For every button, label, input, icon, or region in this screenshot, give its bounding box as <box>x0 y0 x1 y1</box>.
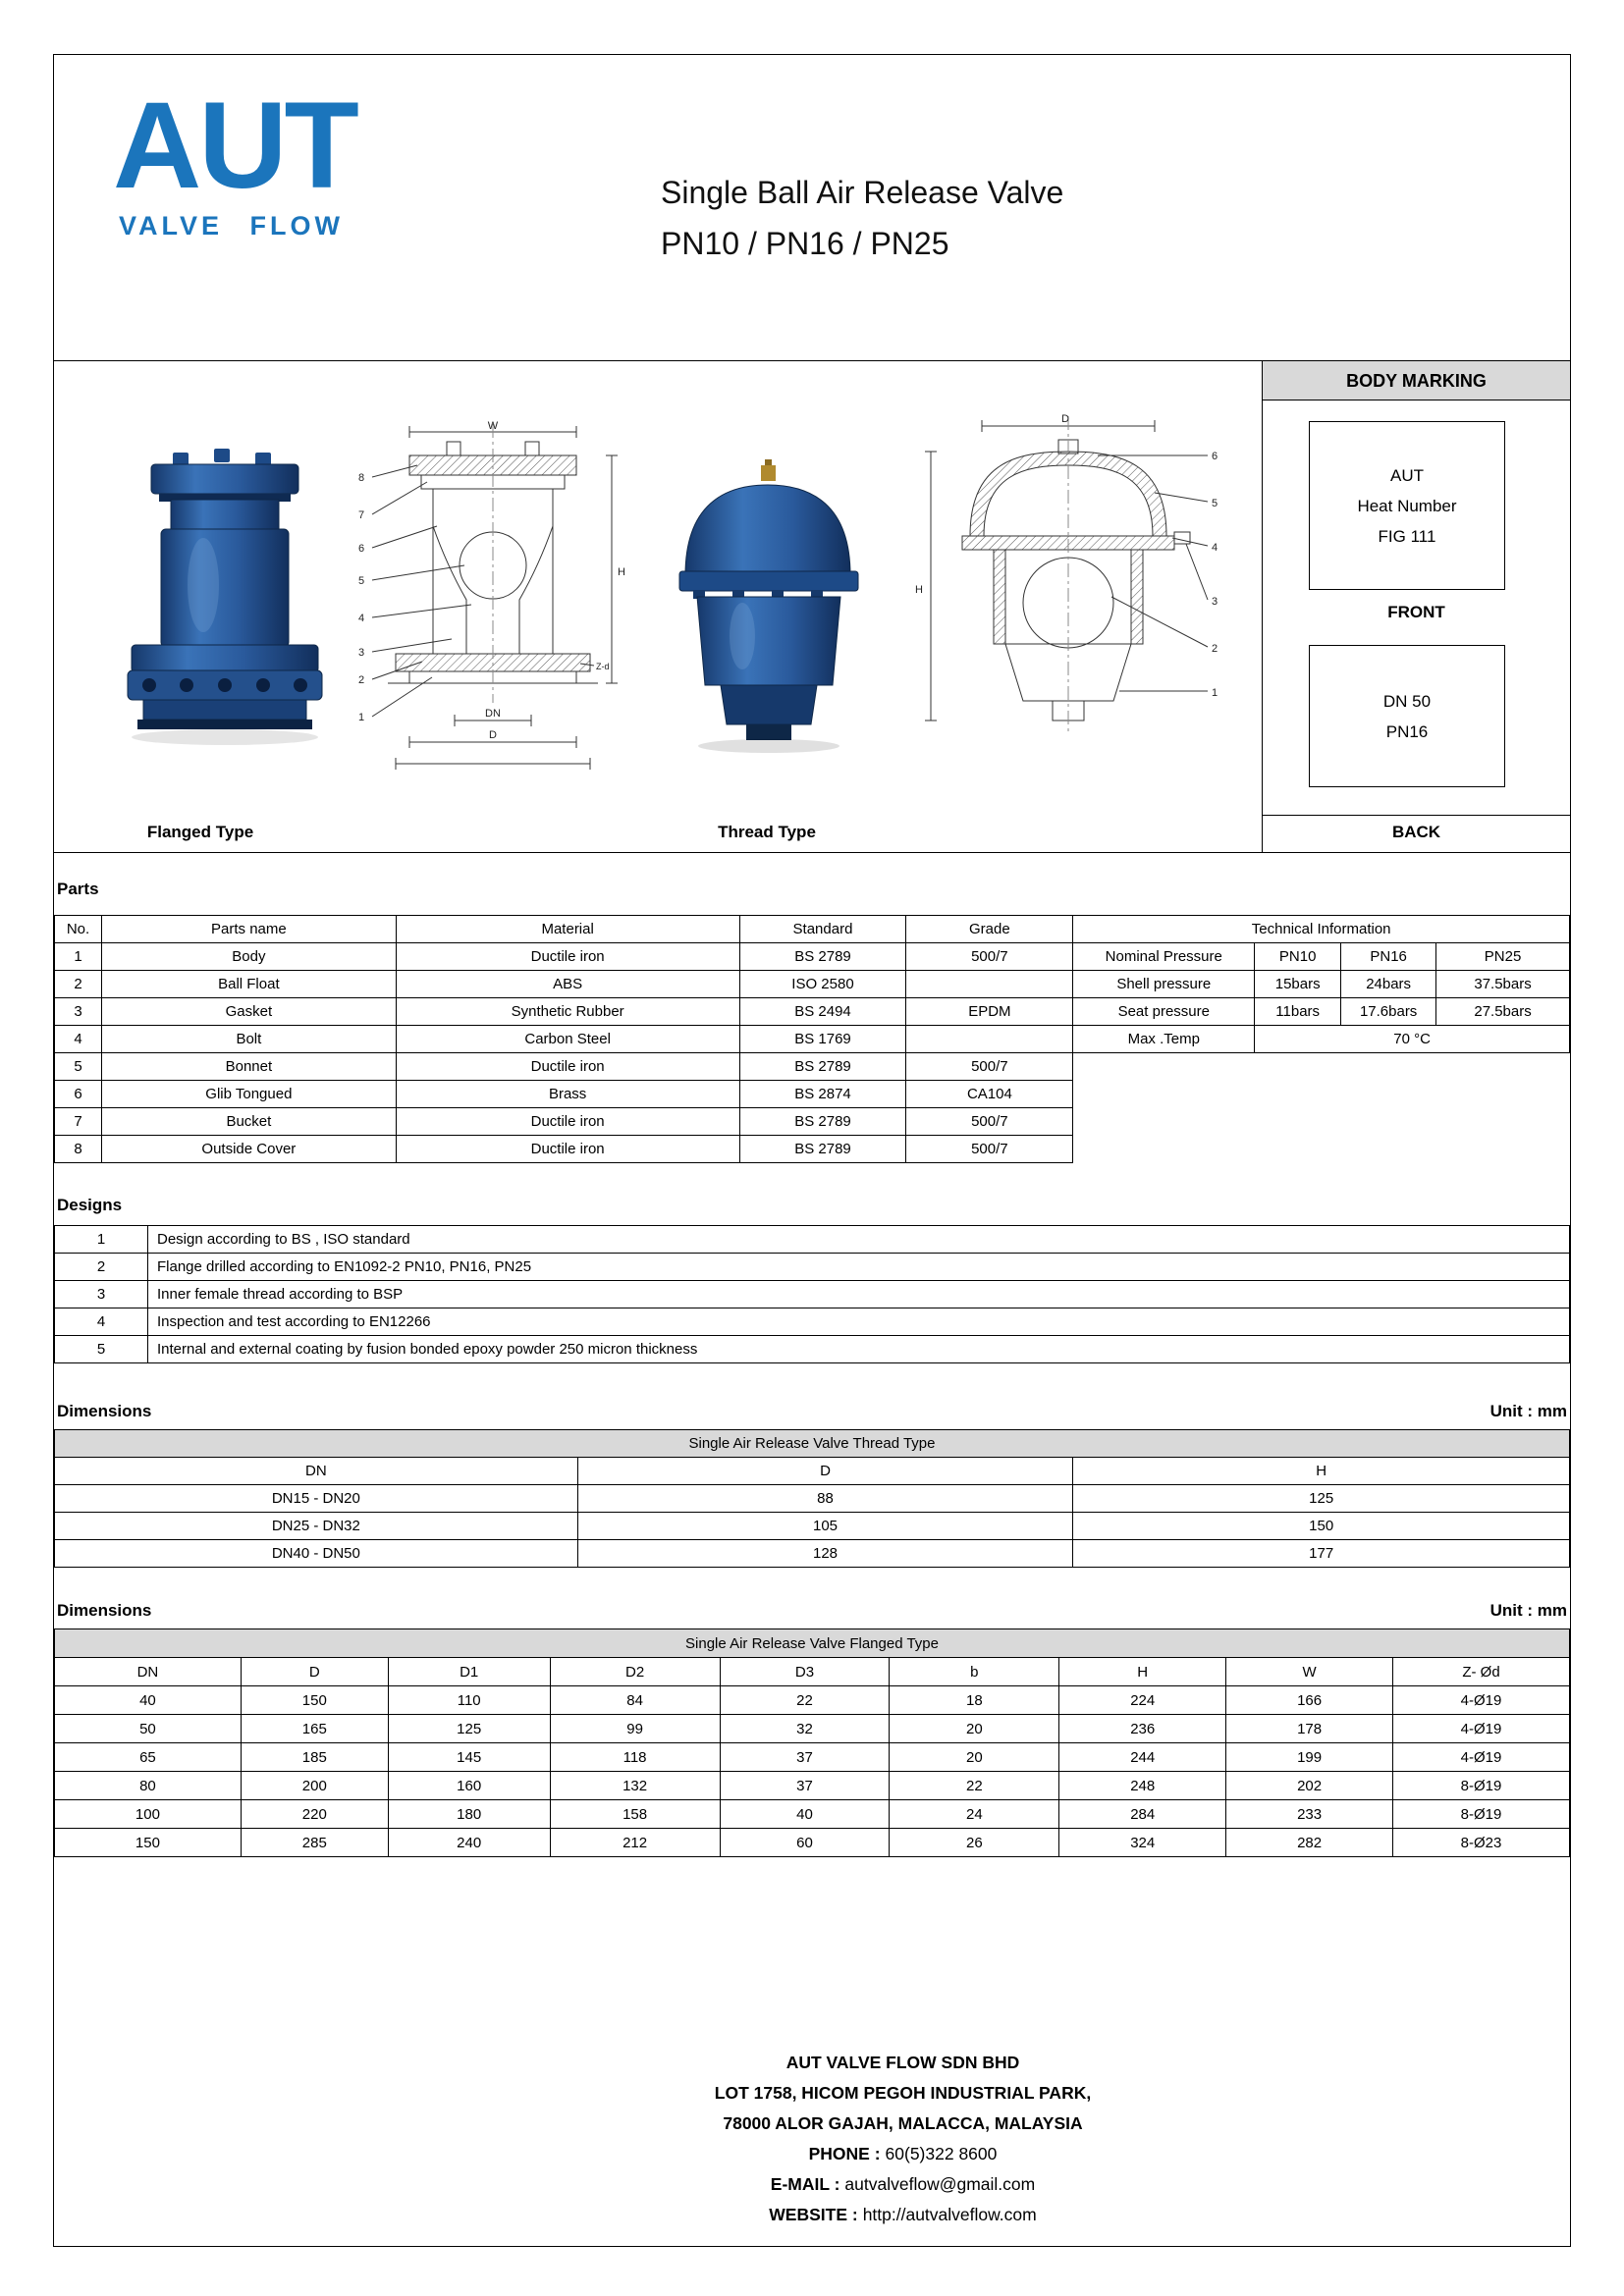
cell: 200 <box>241 1772 388 1800</box>
header-h: H <box>1073 1458 1570 1485</box>
dim-label-h: H <box>618 566 625 578</box>
cell: Internal and external coating by fusion bonded epoxy powder 250 micron thickness <box>148 1336 1570 1363</box>
cell: ABS <box>396 971 739 998</box>
cell: 220 <box>241 1800 388 1829</box>
cell: BS 2494 <box>739 998 906 1026</box>
cell: 88 <box>577 1485 1073 1513</box>
table-title-row <box>55 1629 1570 1658</box>
back-marking-box <box>1309 645 1505 787</box>
cell: 99 <box>550 1715 720 1743</box>
callout-2: 2 <box>358 674 365 686</box>
parts-tables <box>54 915 1570 1163</box>
front-marking-line2: Heat Number <box>1357 496 1457 515</box>
cell: BS 2789 <box>739 943 906 971</box>
flanged-valve-photo-image <box>110 443 339 753</box>
table-row <box>1073 971 1570 998</box>
document-header <box>54 55 1570 361</box>
callout-1: 1 <box>1212 687 1218 699</box>
cell: 18 <box>890 1686 1059 1715</box>
table-row <box>55 1715 1570 1743</box>
header-no: No. <box>55 916 102 943</box>
cell: 160 <box>388 1772 550 1800</box>
table-title-row <box>55 1430 1570 1458</box>
table-row <box>55 1081 1073 1108</box>
cell: 100 <box>55 1800 242 1829</box>
cell: Seat pressure <box>1073 998 1255 1026</box>
cell: 37.5bars <box>1436 971 1570 998</box>
cell: 224 <box>1059 1686 1226 1715</box>
header-d: D <box>577 1458 1073 1485</box>
table-row <box>55 971 1073 998</box>
cell: 244 <box>1059 1743 1226 1772</box>
cell: 132 <box>550 1772 720 1800</box>
cell <box>906 971 1073 998</box>
parts-header-row <box>55 916 1073 943</box>
front-marking-box <box>1309 421 1505 590</box>
cell: 8-Ø23 <box>1393 1829 1570 1857</box>
cell: 84 <box>550 1686 720 1715</box>
table-row <box>55 1772 1570 1800</box>
cell: 500/7 <box>906 943 1073 971</box>
cell: Ductile iron <box>396 1053 739 1081</box>
email-value: autvalveflow@gmail.com <box>844 2174 1036 2194</box>
cell: 324 <box>1059 1829 1226 1857</box>
tech-info-header-row <box>1073 916 1570 943</box>
cell: 27.5bars <box>1436 998 1570 1026</box>
page-title <box>661 167 1063 269</box>
callout-2: 2 <box>1212 643 1218 655</box>
flanged-valve-photo <box>110 443 339 758</box>
body-marking-panel <box>1262 361 1570 853</box>
cell: 202 <box>1226 1772 1393 1800</box>
table-row <box>55 1686 1570 1715</box>
cell: 80 <box>55 1772 242 1800</box>
header-w: W <box>1226 1658 1393 1686</box>
callout-7: 7 <box>358 509 365 521</box>
table-row <box>55 1281 1570 1308</box>
footer-company: AUT VALVE FLOW SDN BHD <box>785 2053 1020 2072</box>
designs-section-title: Designs <box>57 1196 123 1214</box>
table-header-row <box>55 1458 1570 1485</box>
flanged-valve-drawing-image <box>349 418 637 808</box>
cell: 5 <box>55 1053 102 1081</box>
callout-3: 3 <box>358 647 365 659</box>
header-d2: D2 <box>550 1658 720 1686</box>
footer-phone-line <box>236 2139 1570 2169</box>
company-logo <box>113 78 356 241</box>
cell: 284 <box>1059 1800 1226 1829</box>
cell: Ductile iron <box>396 943 739 971</box>
flanged-valve-drawing <box>349 418 637 813</box>
table-row <box>55 1485 1570 1513</box>
cell: 233 <box>1226 1800 1393 1829</box>
dim-label-h: H <box>915 584 923 596</box>
cell: Design according to BS , ISO standard <box>148 1226 1570 1254</box>
front-marking-line1: AUT <box>1390 465 1424 485</box>
callout-5: 5 <box>1212 498 1218 509</box>
cell: Flange drilled according to EN1092-2 PN10, PN16, PN25 <box>148 1254 1570 1281</box>
table-row <box>55 998 1073 1026</box>
cell: 166 <box>1226 1686 1393 1715</box>
footer-email-line <box>236 2169 1570 2200</box>
dim-label-d: D <box>1061 413 1069 425</box>
cell: 40 <box>720 1800 890 1829</box>
cell: Max .Temp <box>1073 1026 1255 1053</box>
header-d3: D3 <box>720 1658 890 1686</box>
cell: CA104 <box>906 1081 1073 1108</box>
table-row <box>55 1108 1073 1136</box>
callout-8: 8 <box>358 472 365 484</box>
cell: 3 <box>55 998 102 1026</box>
cell: Nominal Pressure <box>1073 943 1255 971</box>
cell: 11bars <box>1255 998 1341 1026</box>
thread-valve-drawing <box>911 410 1229 775</box>
callout-5: 5 <box>358 575 365 587</box>
cell: Body <box>101 943 396 971</box>
cell: Ductile iron <box>396 1108 739 1136</box>
cell: 165 <box>241 1715 388 1743</box>
dim-label-d: D <box>489 729 497 741</box>
back-label: BACK <box>1391 823 1441 841</box>
table-row <box>1073 998 1570 1026</box>
cell: BS 2789 <box>739 1136 906 1163</box>
cell: 199 <box>1226 1743 1393 1772</box>
cell: Synthetic Rubber <box>396 998 739 1026</box>
cell: 24bars <box>1341 971 1436 998</box>
cell: 178 <box>1226 1715 1393 1743</box>
header-d: D <box>241 1658 388 1686</box>
website-label: WEBSITE : <box>769 2205 858 2224</box>
cell: 500/7 <box>906 1108 1073 1136</box>
table-title: Single Air Release Valve Flanged Type <box>55 1629 1570 1658</box>
cell: 8-Ø19 <box>1393 1800 1570 1829</box>
cell: 2 <box>55 971 102 998</box>
tech-info-title: Technical Information <box>1073 916 1570 943</box>
footer <box>54 2048 1570 2230</box>
back-divider-line <box>1263 815 1570 816</box>
cell: 20 <box>890 1743 1059 1772</box>
front-label: FRONT <box>1387 603 1445 621</box>
table-row <box>55 1336 1570 1363</box>
cell: 37 <box>720 1743 890 1772</box>
dimensions-thread-heading <box>57 1402 1567 1421</box>
cell: PN10 <box>1255 943 1341 971</box>
dimensions-flanged-heading <box>57 1601 1567 1621</box>
cell: 70 °C <box>1255 1026 1570 1053</box>
cell: BS 2874 <box>739 1081 906 1108</box>
cell: 285 <box>241 1829 388 1857</box>
parts-table <box>54 915 1073 1163</box>
table-row <box>55 1254 1570 1281</box>
cell: ISO 2580 <box>739 971 906 998</box>
cell: 240 <box>388 1829 550 1857</box>
unit-label: Unit : mm <box>1489 1601 1567 1620</box>
dimensions-flanged-table <box>54 1629 1570 1857</box>
table-row <box>55 1136 1073 1163</box>
cell: EPDM <box>906 998 1073 1026</box>
cell: 40 <box>55 1686 242 1715</box>
cell: 4-Ø19 <box>1393 1715 1570 1743</box>
dim-label-zd: Z-d <box>596 662 610 671</box>
cell: PN16 <box>1341 943 1436 971</box>
cell: 7 <box>55 1108 102 1136</box>
callout-3: 3 <box>1212 596 1218 608</box>
dimensions-label: Dimensions <box>57 1601 152 1620</box>
cell: Ductile iron <box>396 1136 739 1163</box>
footer-website-line <box>236 2200 1570 2230</box>
website-value: http://autvalveflow.com <box>862 2205 1037 2224</box>
dim-label-dn: DN <box>485 708 501 720</box>
cell: 282 <box>1226 1829 1393 1857</box>
cell: 110 <box>388 1686 550 1715</box>
table-row <box>55 1829 1570 1857</box>
header-b: b <box>890 1658 1059 1686</box>
thread-type-caption: Thread Type <box>718 823 816 841</box>
callout-1: 1 <box>358 712 365 723</box>
cell: 125 <box>388 1715 550 1743</box>
cell: Outside Cover <box>101 1136 396 1163</box>
cell: 150 <box>241 1686 388 1715</box>
cell: Bonnet <box>101 1053 396 1081</box>
header-d1: D1 <box>388 1658 550 1686</box>
header-standard: Standard <box>739 916 906 943</box>
cell: 500/7 <box>906 1136 1073 1163</box>
cell: 150 <box>55 1829 242 1857</box>
logo-text: AUT <box>113 78 356 214</box>
page-frame <box>53 54 1571 2247</box>
cell: DN40 - DN50 <box>55 1540 578 1568</box>
table-row <box>55 1513 1570 1540</box>
header-material: Material <box>396 916 739 943</box>
callout-4: 4 <box>1212 542 1218 554</box>
cell: 50 <box>55 1715 242 1743</box>
cell: 3 <box>55 1281 148 1308</box>
phone-value: 60(5)322 8600 <box>885 2144 998 2163</box>
cell: BS 1769 <box>739 1026 906 1053</box>
cell: 145 <box>388 1743 550 1772</box>
cell: 2 <box>55 1254 148 1281</box>
cell: Inner female thread according to BSP <box>148 1281 1570 1308</box>
unit-label: Unit : mm <box>1489 1402 1567 1420</box>
cell: 1 <box>55 1226 148 1254</box>
callout-6: 6 <box>1212 451 1218 462</box>
header-grade: Grade <box>906 916 1073 943</box>
cell: 8 <box>55 1136 102 1163</box>
body-marking-title: BODY MARKING <box>1263 361 1570 400</box>
cell <box>906 1026 1073 1053</box>
thread-valve-photo-image <box>664 457 873 756</box>
cell: BS 2789 <box>739 1053 906 1081</box>
cell: DN25 - DN32 <box>55 1513 578 1540</box>
cell: 158 <box>550 1800 720 1829</box>
callout-6: 6 <box>358 543 365 555</box>
cell: 212 <box>550 1829 720 1857</box>
designs-table <box>54 1225 1570 1363</box>
cell: Brass <box>396 1081 739 1108</box>
table-row <box>55 1308 1570 1336</box>
cell: Shell pressure <box>1073 971 1255 998</box>
header-h: H <box>1059 1658 1226 1686</box>
dimensions-thread-table <box>54 1429 1570 1568</box>
cell: 236 <box>1059 1715 1226 1743</box>
header-z-od: Z- Ød <box>1393 1658 1570 1686</box>
table-row <box>55 1800 1570 1829</box>
footer-address-2: 78000 ALOR GAJAH, MALACCA, MALAYSIA <box>723 2113 1083 2133</box>
cell: 22 <box>890 1772 1059 1800</box>
technical-info-table <box>1072 915 1570 1053</box>
parts-section-title: Parts <box>57 880 99 898</box>
cell: Glib Tongued <box>101 1081 396 1108</box>
cell: 105 <box>577 1513 1073 1540</box>
cell: 26 <box>890 1829 1059 1857</box>
table-row <box>1073 1026 1570 1053</box>
cell: Bolt <box>101 1026 396 1053</box>
flanged-type-caption: Flanged Type <box>146 823 254 841</box>
cell: 5 <box>55 1336 148 1363</box>
table-row <box>1073 943 1570 971</box>
footer-address-1: LOT 1758, HICOM PEGOH INDUSTRIAL PARK, <box>714 2083 1092 2103</box>
logo-subtext: VALVE FLOW <box>119 211 344 240</box>
table-header-row <box>55 1658 1570 1686</box>
table-row <box>55 1226 1570 1254</box>
cell: Gasket <box>101 998 396 1026</box>
thread-valve-photo <box>664 457 873 761</box>
back-marking-line1: DN 50 <box>1382 691 1432 711</box>
front-marking-line3: FIG 111 <box>1378 526 1436 546</box>
table-row <box>55 1026 1073 1053</box>
cell: 8-Ø19 <box>1393 1772 1570 1800</box>
cell: 22 <box>720 1686 890 1715</box>
table-row <box>55 943 1073 971</box>
email-label: E-MAIL : <box>770 2174 840 2194</box>
cell: 15bars <box>1255 971 1341 998</box>
title-line1: Single Ball Air Release Valve <box>661 175 1064 210</box>
cell: 60 <box>720 1829 890 1857</box>
cell: 37 <box>720 1772 890 1800</box>
table-row <box>55 1743 1570 1772</box>
cell: Ball Float <box>101 971 396 998</box>
figures-section <box>54 361 1570 853</box>
cell: Bucket <box>101 1108 396 1136</box>
cell: 6 <box>55 1081 102 1108</box>
header-parts-name: Parts name <box>101 916 396 943</box>
cell: 177 <box>1073 1540 1570 1568</box>
cell: Carbon Steel <box>396 1026 739 1053</box>
cell: 17.6bars <box>1341 998 1436 1026</box>
cell: 65 <box>55 1743 242 1772</box>
cell: 150 <box>1073 1513 1570 1540</box>
cell: 118 <box>550 1743 720 1772</box>
header-dn: DN <box>55 1658 242 1686</box>
dim-label-w: W <box>487 420 499 432</box>
cell: 180 <box>388 1800 550 1829</box>
cell: 500/7 <box>906 1053 1073 1081</box>
cell: 24 <box>890 1800 1059 1829</box>
cell: 125 <box>1073 1485 1570 1513</box>
back-marking-line2: PN16 <box>1385 721 1429 741</box>
cell: PN25 <box>1436 943 1570 971</box>
cell: 4-Ø19 <box>1393 1743 1570 1772</box>
cell: 32 <box>720 1715 890 1743</box>
callout-4: 4 <box>358 613 365 624</box>
dimensions-label: Dimensions <box>57 1402 152 1420</box>
cell: 20 <box>890 1715 1059 1743</box>
cell: 185 <box>241 1743 388 1772</box>
cell: 248 <box>1059 1772 1226 1800</box>
cell: 4-Ø19 <box>1393 1686 1570 1715</box>
cell: BS 2789 <box>739 1108 906 1136</box>
header-dn: DN <box>55 1458 578 1485</box>
thread-valve-drawing-image <box>911 410 1229 771</box>
cell: DN15 - DN20 <box>55 1485 578 1513</box>
phone-label: PHONE : <box>808 2144 881 2163</box>
cell: Inspection and test according to EN12266 <box>148 1308 1570 1336</box>
cell: 128 <box>577 1540 1073 1568</box>
cell: 4 <box>55 1308 148 1336</box>
table-title: Single Air Release Valve Thread Type <box>55 1430 1570 1458</box>
cell: 1 <box>55 943 102 971</box>
table-row <box>55 1540 1570 1568</box>
title-line2: PN10 / PN16 / PN25 <box>661 226 949 261</box>
table-row <box>55 1053 1073 1081</box>
cell: 4 <box>55 1026 102 1053</box>
